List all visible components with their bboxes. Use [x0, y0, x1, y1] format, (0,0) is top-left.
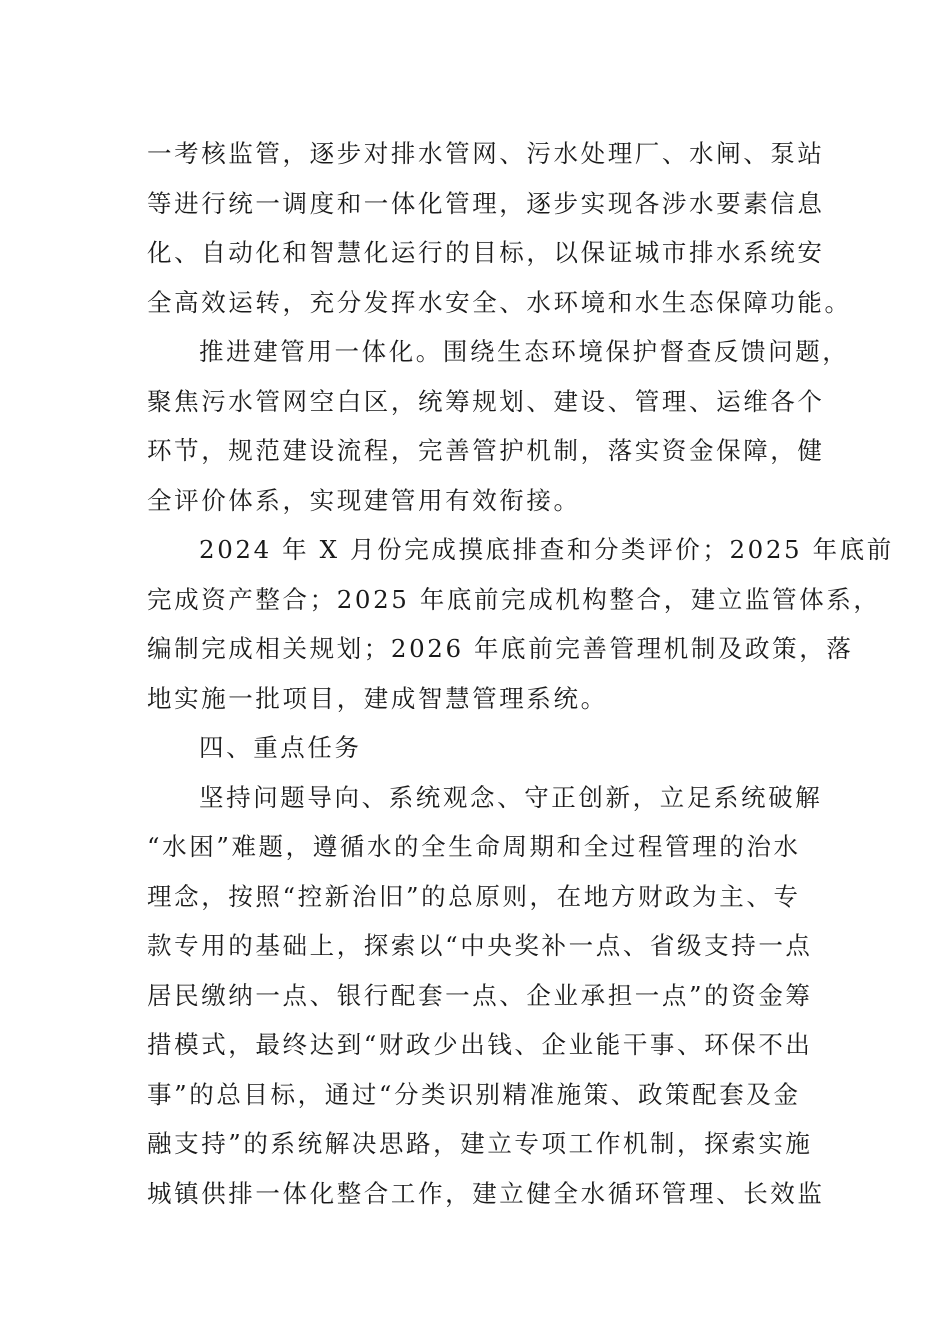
document-line: 坚持问题导向、系统观念、守正创新，立足系统破解 — [199, 782, 823, 812]
document-line: 城镇供排一体化整合工作，建立健全水循环管理、长效监 — [147, 1178, 825, 1208]
document-line: 居民缴纳一点、银行配套一点、企业承担一点”的资金筹 — [147, 980, 813, 1010]
document-line: 化、自动化和智慧化运行的目标，以保证城市排水系统安 — [147, 238, 825, 267]
document-line: 措模式，最终达到“财政少出钱、企业能干事、环保不出 — [147, 1030, 813, 1059]
document-line: 完成资产整合；2025 年底前完成机构整合，建立监管体系， — [147, 584, 881, 614]
document-line: 编制完成相关规划；2026 年底前完善管理机制及政策，落 — [147, 634, 854, 663]
document-line: 一考核监管，逐步对排水管网、污水处理厂、水闸、泵站 — [147, 139, 825, 168]
document-line: 推进建管用一体化。围绕生态环境保护督查反馈问题， — [199, 337, 850, 366]
document-line: 全高效运转，充分发挥水安全、水环境和水生态保障功能。 — [147, 287, 852, 317]
document-line: 款专用的基础上，探索以“中央奖补一点、省级支持一点 — [147, 931, 813, 960]
document-line: 理念，按照“控新治旧”的总原则，在地方财政为主、专 — [147, 881, 801, 911]
document-line: “水困”难题，遵循水的全生命周期和全过程管理的治水 — [147, 832, 801, 861]
document-line: 2024 年 X 月份完成摸底排查和分类评价；2025 年底前 — [199, 535, 894, 564]
document-line: 四、重点任务 — [199, 733, 362, 762]
document-line: 聚焦污水管网空白区，统筹规划、建设、管理、运维各个 — [147, 386, 825, 416]
document-line: 等进行统一调度和一体化管理，逐步实现各涉水要素信息 — [147, 188, 825, 218]
document-line: 环节，规范建设流程，完善管护机制，落实资金保障，健 — [147, 436, 825, 465]
document-body — [147, 129, 894, 1218]
document-line: 地实施一批项目，建成智慧管理系统。 — [147, 683, 608, 713]
document-line: 融支持”的系统解决思路，建立专项工作机制，探索实施 — [147, 1129, 813, 1158]
document-line: 事”的总目标，通过“分类识别精准施策、政策配套及金 — [147, 1079, 801, 1109]
document-line: 全评价体系，实现建管用有效衔接。 — [147, 485, 581, 515]
